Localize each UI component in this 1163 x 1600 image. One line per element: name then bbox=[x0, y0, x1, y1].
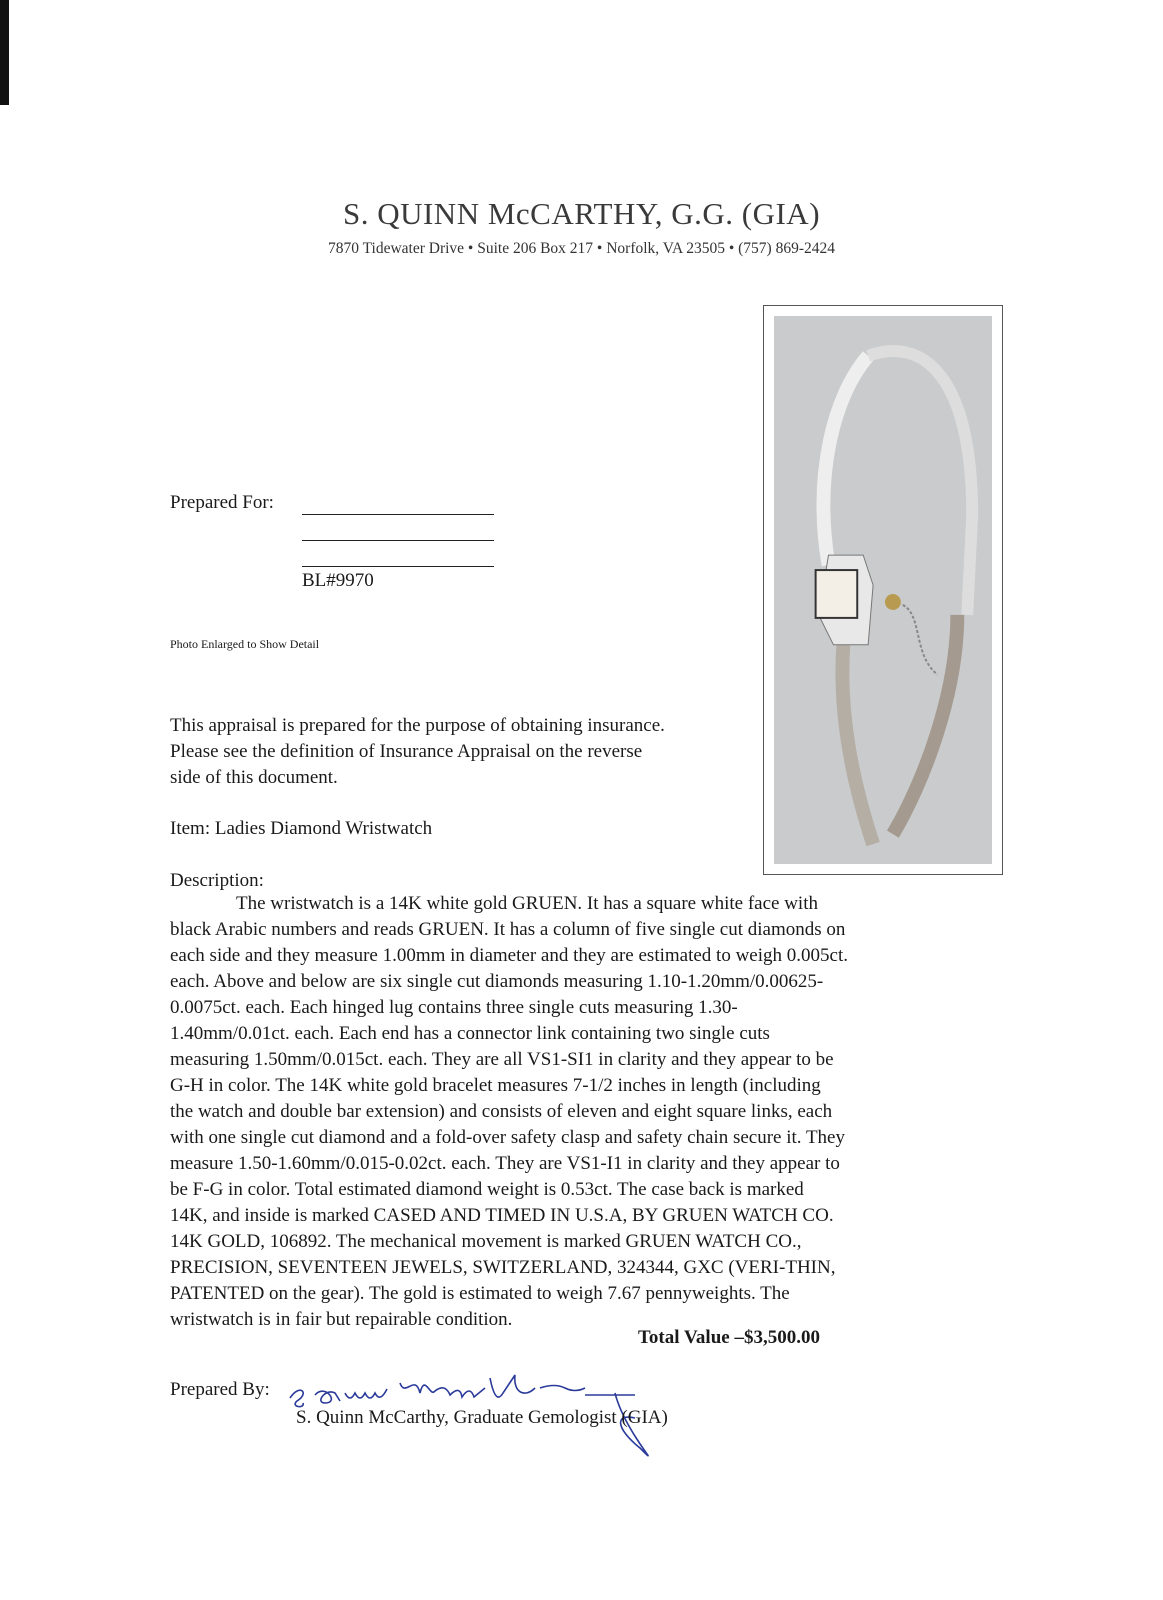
description-label: Description: bbox=[170, 870, 264, 891]
description-body bbox=[170, 891, 990, 1333]
description-line: PATENTED on the gear). The gold is estimated to weigh 7.67 pennyweights. The bbox=[170, 1283, 790, 1304]
description-line: each side and they measure 1.00mm in diameter and they are estimated to weigh 0.005ct. bbox=[170, 945, 848, 966]
description-line: wristwatch is in fair but repairable condition. bbox=[170, 1309, 513, 1330]
description-line: measure 1.50-1.60mm/0.015-0.02ct. each. They are VS1-I1 in clarity and they appear to bbox=[170, 1153, 840, 1174]
prepared-for-line-1 bbox=[302, 514, 494, 515]
signer-name: S. Quinn McCarthy, Graduate Gemologist (GIA) bbox=[296, 1407, 668, 1428]
purpose-paragraph bbox=[170, 713, 665, 791]
description-line: the watch and double bar extension) and consists of eleven and eight square links, each bbox=[170, 1101, 833, 1122]
description-line: G-H in color. The 14K white gold bracelet measures 7-1/2 inches in length (including bbox=[170, 1075, 821, 1096]
description-line: 1.40mm/0.01ct. each. Each end has a connector link containing two single cuts bbox=[170, 1023, 770, 1044]
total-value: Total Value –$3,500.00 bbox=[638, 1327, 820, 1348]
letterhead-address: 7870 Tidewater Drive • Suite 206 Box 217 • Norfolk, VA 23505 • (757) 869-2424 bbox=[328, 240, 835, 257]
purpose-line: Please see the definition of Insurance Appraisal on the reverse bbox=[170, 741, 643, 762]
watch-photo bbox=[763, 305, 1003, 875]
description-line: black Arabic numbers and reads GRUEN. It has a column of five single cut diamonds on bbox=[170, 919, 846, 940]
description-line: measuring 1.50mm/0.015ct. each. They are all VS1-SI1 in clarity and they appear to be bbox=[170, 1049, 834, 1070]
reference-number: BL#9970 bbox=[302, 570, 374, 591]
prepared-for-label: Prepared For: bbox=[170, 492, 274, 513]
description-line: be F-G in color. Total estimated diamond weight is 0.53ct. The case back is marked bbox=[170, 1179, 804, 1200]
purpose-line: side of this document. bbox=[170, 767, 338, 788]
letterhead-name: S. QUINN McCARTHY, G.G. (GIA) bbox=[342, 196, 821, 231]
description-line: PRECISION, SEVENTEEN JEWELS, SWITZERLAND, 324344, GXC (VERI-THIN, bbox=[170, 1257, 836, 1278]
description-line: with one single cut diamond and a fold-over safety clasp and safety chain secure it. They bbox=[170, 1127, 845, 1148]
description-line: 0.0075ct. each. Each hinged lug contains three single cuts measuring 1.30- bbox=[170, 997, 738, 1018]
prepared-for-line-2 bbox=[302, 540, 494, 541]
item-line: Item: Ladies Diamond Wristwatch bbox=[170, 818, 433, 839]
scan-edge bbox=[0, 0, 9, 105]
purpose-line: This appraisal is prepared for the purpose of obtaining insurance. bbox=[170, 715, 665, 736]
prepared-for-line-3 bbox=[302, 566, 494, 567]
description-line: The wristwatch is a 14K white gold GRUEN. It has a square white face with bbox=[236, 893, 818, 914]
description-line: each. Above and below are six single cut diamonds measuring 1.10-1.20mm/0.00625- bbox=[170, 971, 824, 992]
prepared-by-label: Prepared By: bbox=[170, 1379, 270, 1400]
description-line: 14K, and inside is marked CASED AND TIMED IN U.S.A, BY GRUEN WATCH CO. bbox=[170, 1205, 834, 1226]
description-line: 14K GOLD, 106892. The mechanical movement is marked GRUEN WATCH CO., bbox=[170, 1231, 802, 1252]
photo-caption: Photo Enlarged to Show Detail bbox=[170, 637, 320, 651]
